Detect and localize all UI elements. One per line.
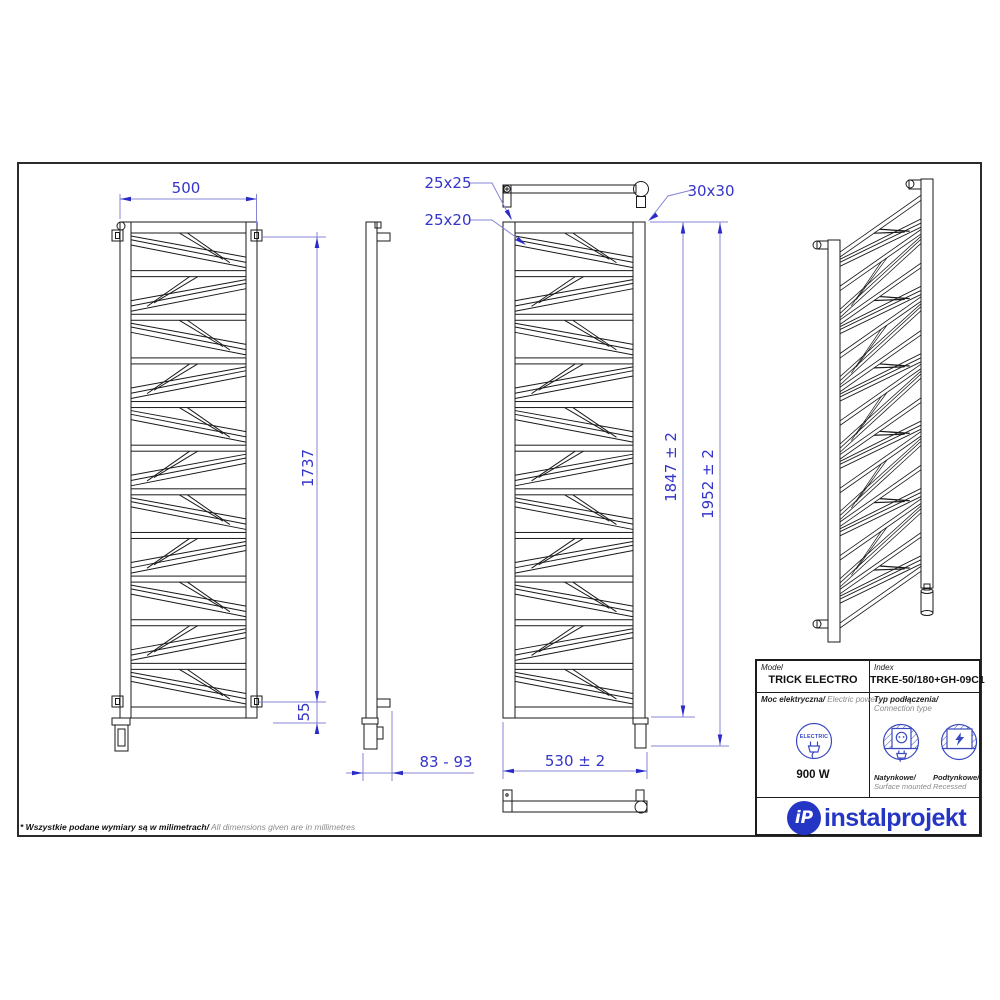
connection-label: Typ podłączenia/ Connection type <box>874 695 939 713</box>
label-hanger-profile: 25x25 <box>424 174 472 192</box>
brand-mark: iP <box>794 808 814 828</box>
dim-front-width: 500 <box>171 179 201 197</box>
electric-power-cell <box>757 693 878 798</box>
label-tube-profile: 25x20 <box>424 211 472 229</box>
model-label: Model <box>761 663 783 672</box>
side-view <box>362 222 390 749</box>
svg-text:ELECTRIC: ELECTRIC <box>799 734 829 740</box>
model-value: TRICK ELECTRO <box>768 674 858 686</box>
connection-type-cell <box>870 693 979 798</box>
brand-name: instalprojekt <box>824 804 967 832</box>
front-view <box>112 222 262 751</box>
dim-total-width: 530 ± 2 <box>544 752 606 770</box>
dim-mount-height: 1737 <box>299 448 317 488</box>
index-label: Index <box>874 663 894 672</box>
power-label: Moc elektryczna/ Electric power <box>761 695 878 704</box>
spec-table <box>755 659 985 836</box>
dimension-lines <box>120 183 729 781</box>
dim-total-height: 1952 ± 2 <box>699 449 717 519</box>
power-value: 900 W <box>796 769 830 781</box>
recessed-label: Podtynkowe/ Recessed <box>933 773 980 791</box>
surface-mounted-icon <box>879 720 923 764</box>
model-cell <box>757 661 870 693</box>
recessed-icon <box>937 720 981 764</box>
index-value: TRKE-50/180+GH-09C1 <box>870 674 985 686</box>
brand-logo-icon <box>787 801 821 835</box>
dim-wall-distance: 83 - 93 <box>419 753 473 771</box>
electric-badge-icon <box>792 719 836 763</box>
label-column-profile: 30x30 <box>687 182 735 200</box>
perspective-view <box>813 179 933 642</box>
surface-mounted-label: Natynkowe/ Surface mounted <box>874 773 932 791</box>
dim-bottom-offset: 55 <box>295 702 313 722</box>
index-cell <box>870 661 985 693</box>
dim-body-height: 1847 ± 2 <box>662 432 680 502</box>
brand-cell <box>757 798 979 834</box>
bottom-view <box>503 790 647 813</box>
front-view-with-hanger <box>503 182 649 749</box>
dimensions-footnote: * Wszystkie podane wymiary są w milimetrach/ All dimensions given are in millimetres <box>20 822 356 832</box>
